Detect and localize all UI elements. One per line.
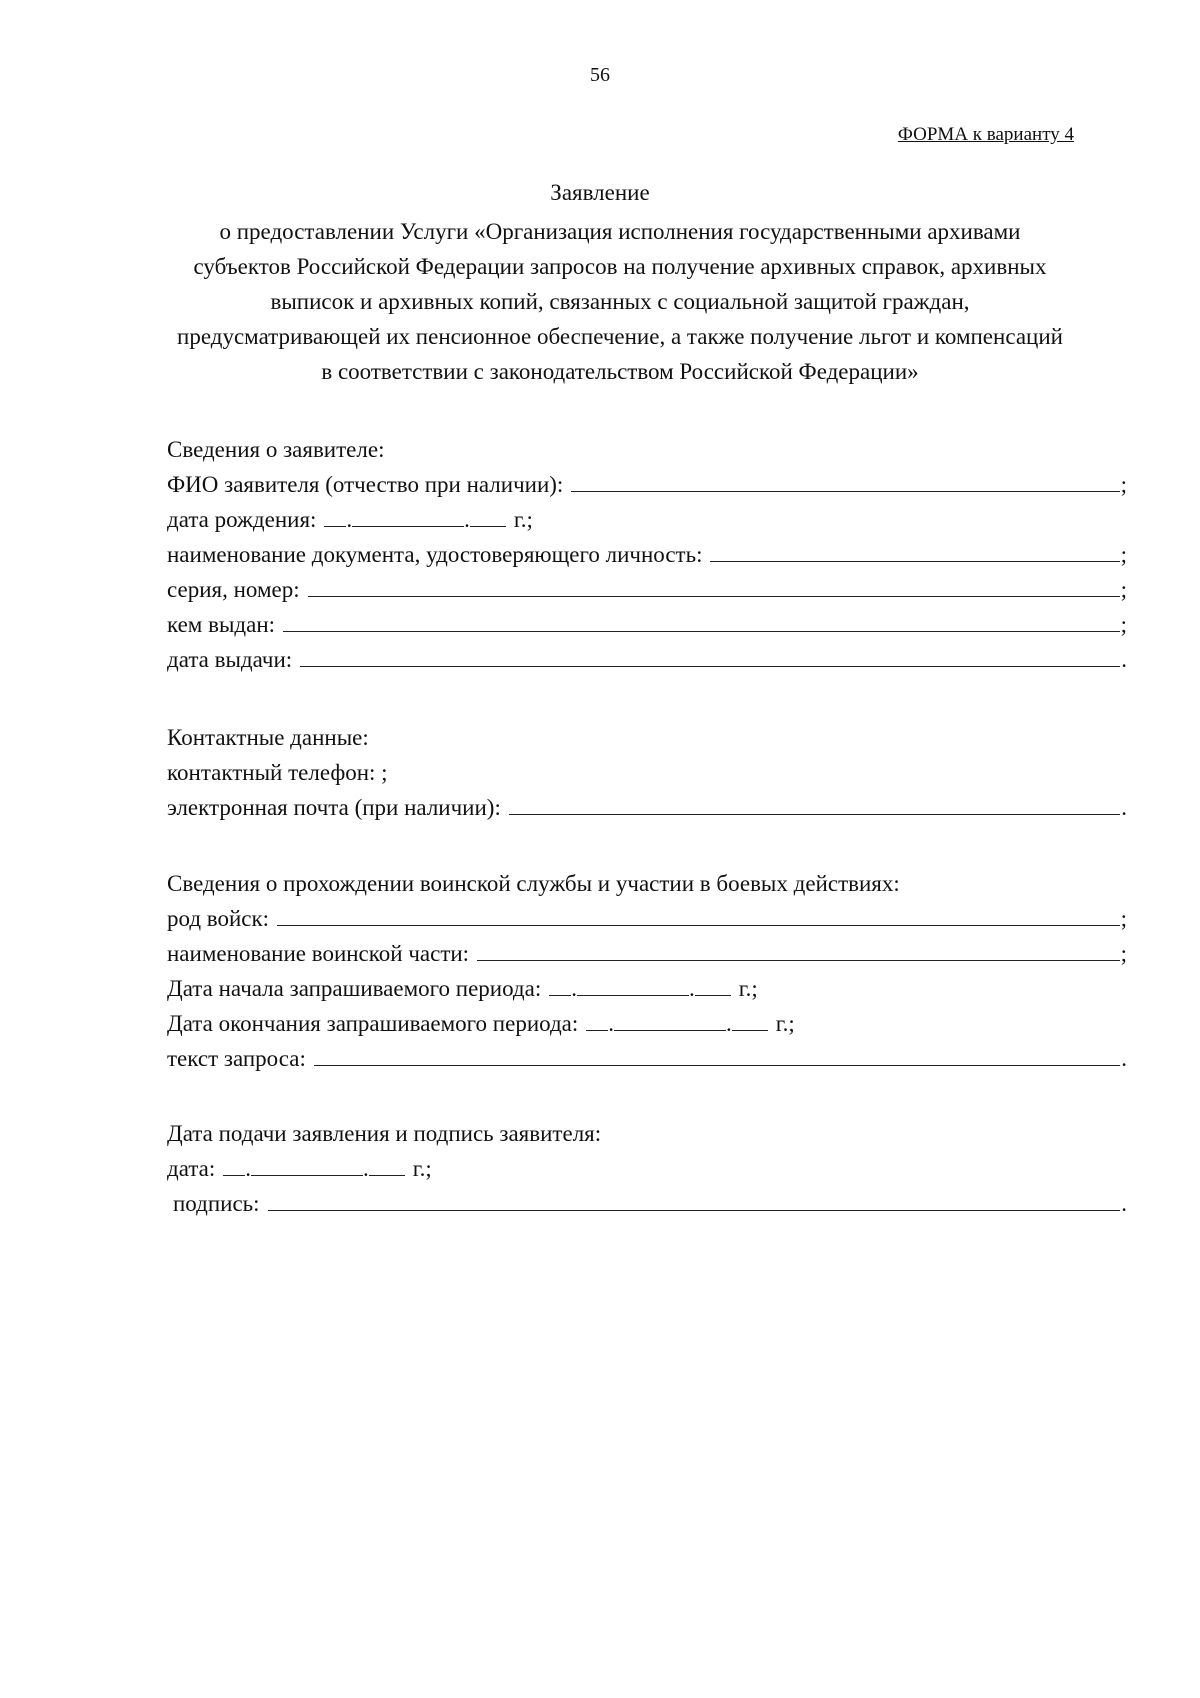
branch-semicolon: ; <box>1120 906 1127 931</box>
birth-dot-2: . <box>464 507 470 532</box>
birth-day-field[interactable] <box>324 504 346 527</box>
end-dot-2: . <box>726 1011 732 1036</box>
submission-section <box>167 1116 1127 1221</box>
submission-date-label: дата: <box>167 1156 216 1181</box>
unit-label: наименование воинской части: <box>167 941 470 966</box>
series-number-semicolon: ; <box>1120 577 1127 602</box>
birth-year-suffix: г.; <box>513 507 533 532</box>
email-row <box>167 790 1127 825</box>
issue-date-period: . <box>1121 647 1127 672</box>
signature-row <box>167 1186 1127 1221</box>
military-header-text: Сведения о прохождении воинской службы и участии в боевых действиях: <box>167 871 900 896</box>
issued-by-row <box>167 607 1127 642</box>
birth-date-row <box>167 502 1127 537</box>
military-section <box>167 866 1127 1076</box>
document-title: Заявление <box>550 180 650 205</box>
issue-date-label: дата выдачи: <box>167 647 293 672</box>
submission-date-row <box>167 1151 1127 1186</box>
applicant-header-text: Сведения о заявителе: <box>167 437 385 462</box>
contacts-header-text: Контактные данные: <box>167 725 369 750</box>
applicant-section <box>167 432 1127 677</box>
end-dot-1: . <box>608 1011 615 1036</box>
request-label: текст запроса: <box>167 1046 306 1071</box>
birth-month-field[interactable] <box>352 504 464 527</box>
military-header <box>167 866 1127 901</box>
subtitle-line: в соответствии с законодательством Российской Федерации» <box>321 359 919 384</box>
id-document-field[interactable] <box>710 537 1119 562</box>
subtitle-line: выписок и архивных копий, связанных с социальной защитой граждан, <box>270 289 970 314</box>
request-field[interactable] <box>314 1041 1120 1066</box>
issue-date-field[interactable] <box>300 642 1120 667</box>
fio-field[interactable] <box>571 467 1119 492</box>
fio-semicolon: ; <box>1120 472 1127 497</box>
subtitle-line: о предоставлении Услуги «Организация исполнения государственными архивами <box>219 219 1021 244</box>
unit-semicolon: ; <box>1120 941 1127 966</box>
submission-dot-2: . <box>363 1156 369 1181</box>
start-year-suffix: г.; <box>738 976 758 1001</box>
subtitle-line: субъектов Российской Федерации запросов на получение архивных справок, архивных <box>193 254 1047 279</box>
signature-label: подпись: <box>173 1191 260 1216</box>
applicant-header <box>167 432 1127 467</box>
document-subtitle <box>160 214 1080 389</box>
issued-by-label: кем выдан: <box>167 612 276 637</box>
unit-field[interactable] <box>477 936 1120 961</box>
id-document-row <box>167 537 1127 572</box>
series-number-label: серия, номер: <box>167 577 300 602</box>
email-period: . <box>1121 795 1127 820</box>
start-dot-1: . <box>571 976 577 1001</box>
series-number-row <box>167 572 1127 607</box>
fio-row <box>167 467 1127 502</box>
contacts-section <box>167 720 1127 825</box>
end-date-row <box>167 1006 1127 1041</box>
phone-row <box>167 755 1127 790</box>
unit-row <box>167 936 1127 971</box>
start-date-label: Дата начала запрашиваемого периода: <box>167 976 542 1001</box>
contacts-header <box>167 720 1127 755</box>
start-date-row <box>167 971 1127 1006</box>
issue-date-row <box>167 642 1127 677</box>
birth-year-field[interactable] <box>470 504 506 527</box>
submission-header-text: Дата подачи заявления и подпись заявителя: <box>167 1121 602 1146</box>
page-number: 56 <box>590 64 610 86</box>
start-year-field[interactable] <box>695 973 731 996</box>
email-field[interactable] <box>509 790 1120 815</box>
start-day-field[interactable] <box>549 973 571 996</box>
issued-by-field[interactable] <box>283 607 1120 632</box>
end-month-field[interactable] <box>614 1008 726 1031</box>
fio-label: ФИО заявителя (отчество при наличии): <box>167 472 564 497</box>
birth-dot-1: . <box>346 507 353 532</box>
issued-by-semicolon: ; <box>1120 612 1127 637</box>
start-month-field[interactable] <box>577 973 689 996</box>
end-date-label: Дата окончания запрашиваемого периода: <box>167 1011 579 1036</box>
form-reference: ФОРМА к варианту 4 <box>897 124 1074 145</box>
request-period: . <box>1121 1046 1127 1071</box>
branch-label: род войск: <box>167 906 270 931</box>
submission-year-suffix: г.; <box>412 1156 432 1181</box>
id-document-label: наименование документа, удостоверяющего личность: <box>167 542 703 567</box>
request-row <box>167 1041 1127 1076</box>
subtitle-line: предусматривающей их пенсионное обеспечение, а также получение льгот и компенсаций <box>177 324 1063 349</box>
phone-label: контактный телефон: ; <box>167 760 388 785</box>
id-document-semicolon: ; <box>1120 542 1127 567</box>
signature-field[interactable] <box>268 1186 1121 1211</box>
email-label: электронная почта (при наличии): <box>167 795 501 820</box>
signature-period: . <box>1121 1191 1127 1216</box>
submission-dot-1: . <box>245 1156 251 1181</box>
end-year-suffix: г.; <box>775 1011 795 1036</box>
branch-field[interactable] <box>277 901 1120 926</box>
end-day-field[interactable] <box>586 1008 608 1031</box>
series-number-field[interactable] <box>308 572 1120 597</box>
submission-month-field[interactable] <box>251 1153 363 1176</box>
submission-day-field[interactable] <box>223 1153 245 1176</box>
submission-header <box>167 1116 1127 1151</box>
branch-row <box>167 901 1127 936</box>
start-dot-2: . <box>688 976 695 1001</box>
end-year-field[interactable] <box>732 1008 768 1031</box>
birth-date-label: дата рождения: <box>167 507 317 532</box>
submission-year-field[interactable] <box>369 1153 405 1176</box>
